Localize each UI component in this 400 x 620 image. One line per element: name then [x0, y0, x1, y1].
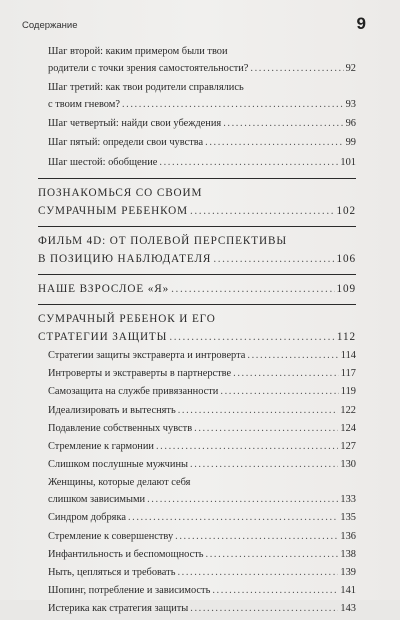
toc-entry: [38, 384, 356, 401]
toc-page-number: 138: [340, 548, 356, 560]
toc-entry: [38, 475, 356, 509]
toc-page-number: 99: [345, 137, 356, 149]
toc-chapter-entry: [38, 280, 356, 298]
toc-entry-title-line: ФИЛЬМ 4D: ОТ ПОЛЕВОЙ ПЕРСПЕКТИВЫ: [38, 234, 287, 247]
toc-entry-title: Шаг шестой: обобщение: [48, 156, 158, 168]
toc-page-number: 136: [340, 530, 356, 542]
toc-page-number: 143: [340, 603, 356, 615]
toc-entry: [38, 529, 356, 546]
toc-entry-title: Стремление к совершенству: [48, 530, 174, 542]
toc-entry-title: Ныть, цепляться и требовать: [48, 566, 176, 578]
toc-page-number: 96: [345, 118, 356, 130]
toc-page-number: 135: [340, 512, 356, 524]
dot-leader: [190, 202, 335, 220]
toc-entry: [38, 547, 356, 564]
toc-page-number: 101: [340, 156, 356, 168]
dot-leader: [190, 601, 338, 618]
toc-page-number: 141: [340, 585, 356, 597]
dot-leader: [169, 328, 335, 346]
toc-entry-title: Синдром добряка: [48, 512, 126, 524]
dot-leader: [233, 366, 339, 383]
toc-chapter-entry: [38, 310, 356, 346]
dot-leader: [178, 403, 339, 420]
toc-page-number: 106: [336, 252, 356, 265]
toc-entry: [38, 116, 356, 133]
dot-leader: [212, 583, 338, 600]
page-number: 9: [356, 14, 366, 33]
dot-leader: [171, 280, 334, 298]
dot-leader: [122, 97, 344, 114]
toc-entry: [38, 135, 356, 152]
toc-page-number: 102: [336, 204, 356, 217]
toc-page-number: 114: [340, 350, 356, 362]
dot-leader: [220, 384, 338, 401]
toc-entry-title-line: Шаг третий: как твои родители справлялись: [48, 82, 244, 94]
toc-page-number: 93: [345, 98, 356, 110]
page-header: [22, 14, 378, 34]
toc-entry-title: СУМРАЧНЫМ РЕБЕНКОМ: [38, 204, 189, 217]
toc-entry-title: Шаг четвертый: найди свои убеждения: [48, 118, 222, 130]
toc-entry-title: Стремление к гармонии: [48, 441, 154, 453]
toc-entry-title: В ПОЗИЦИЮ НАБЛЮДАТЕЛЯ: [38, 252, 212, 265]
toc-entry-title: Самозащита на службе привязанности: [48, 386, 219, 398]
toc-entry: [38, 366, 356, 383]
toc-entry-title-line: Шаг второй: каким примером были твои: [48, 46, 228, 57]
dot-leader: [147, 492, 338, 509]
section-divider: [38, 274, 356, 275]
dot-leader: [128, 510, 338, 527]
toc-page-number: 119: [340, 386, 356, 398]
section-divider: [38, 304, 356, 305]
toc-entry: [38, 601, 356, 618]
running-header: Содержание: [22, 20, 78, 31]
toc-page-number: 130: [340, 459, 356, 471]
toc-page-number: 139: [340, 566, 356, 578]
toc-entry: [38, 510, 356, 527]
toc-entry: [38, 583, 356, 600]
toc-entry: [38, 348, 356, 365]
table-of-contents: [38, 44, 356, 620]
dot-leader: [156, 439, 338, 456]
toc-entry: [38, 421, 356, 438]
dot-leader: [205, 135, 343, 152]
dot-leader: [194, 421, 338, 438]
dot-leader: [247, 348, 338, 365]
toc-page-number: 124: [340, 422, 356, 434]
toc-chapter-entry: [38, 184, 356, 220]
toc-entry: [38, 80, 356, 114]
toc-entry-title: Идеализировать и вытеснять: [48, 404, 176, 416]
toc-entry: [38, 44, 356, 78]
toc-page-number: 117: [340, 368, 356, 380]
toc-entry: [38, 439, 356, 456]
toc-entry-title: с твоим гневом?: [48, 98, 120, 110]
dot-leader: [159, 155, 338, 172]
toc-page-number: 109: [336, 282, 356, 295]
dot-leader: [175, 529, 338, 546]
toc-entry: [38, 457, 356, 474]
toc-entry-title: Подавление собственных чувств: [48, 422, 193, 434]
toc-entry-title-line: СУМРАЧНЫЙ РЕБЕНОК И ЕГО: [38, 312, 216, 325]
dot-leader: [250, 61, 343, 78]
dot-leader: [190, 457, 338, 474]
toc-page-number: 122: [340, 404, 356, 416]
dot-leader: [223, 116, 343, 133]
toc-entry-title-line: Женщины, которые делают себя: [48, 477, 191, 489]
toc-entry-title-line: ПОЗНАКОМЬСЯ СО СВОИМ: [38, 186, 203, 199]
toc-entry-title: Шопинг, потребление и зависимость: [48, 585, 211, 597]
toc-entry-title: Стратегии защиты экстраверта и интроверта: [48, 350, 246, 362]
toc-entry-title: Истерика как стратегия защиты: [48, 603, 189, 615]
toc-entry-title: родители с точки зрения самостоятельности?: [48, 62, 249, 74]
dot-leader: [206, 547, 339, 564]
toc-entry: [38, 565, 356, 582]
toc-entry-title: Интроверты и экстраверты в партнерстве: [48, 368, 232, 380]
toc-entry: [38, 403, 356, 420]
toc-entry-title: НАШЕ ВЗРОСЛОЕ «Я»: [38, 282, 170, 295]
toc-page-number: 133: [340, 494, 356, 506]
section-divider: [38, 178, 356, 179]
toc-page-number: 112: [336, 330, 356, 343]
dot-leader: [213, 250, 334, 268]
toc-page-number: 92: [345, 62, 356, 74]
dot-leader: [177, 565, 338, 582]
toc-entry-title: слишком зависимыми: [48, 494, 146, 506]
toc-entry-title: Шаг пятый: определи свои чувства: [48, 137, 204, 149]
toc-chapter-entry: [38, 232, 356, 268]
toc-entry-title: СТРАТЕГИИ ЗАЩИТЫ: [38, 330, 168, 343]
toc-page-number: 127: [340, 441, 356, 453]
toc-entry-title: Слишком послушные мужчины: [48, 459, 189, 471]
toc-entry: [38, 155, 356, 172]
toc-entry-title: Инфантильность и беспомощность: [48, 548, 204, 560]
section-divider: [38, 226, 356, 227]
